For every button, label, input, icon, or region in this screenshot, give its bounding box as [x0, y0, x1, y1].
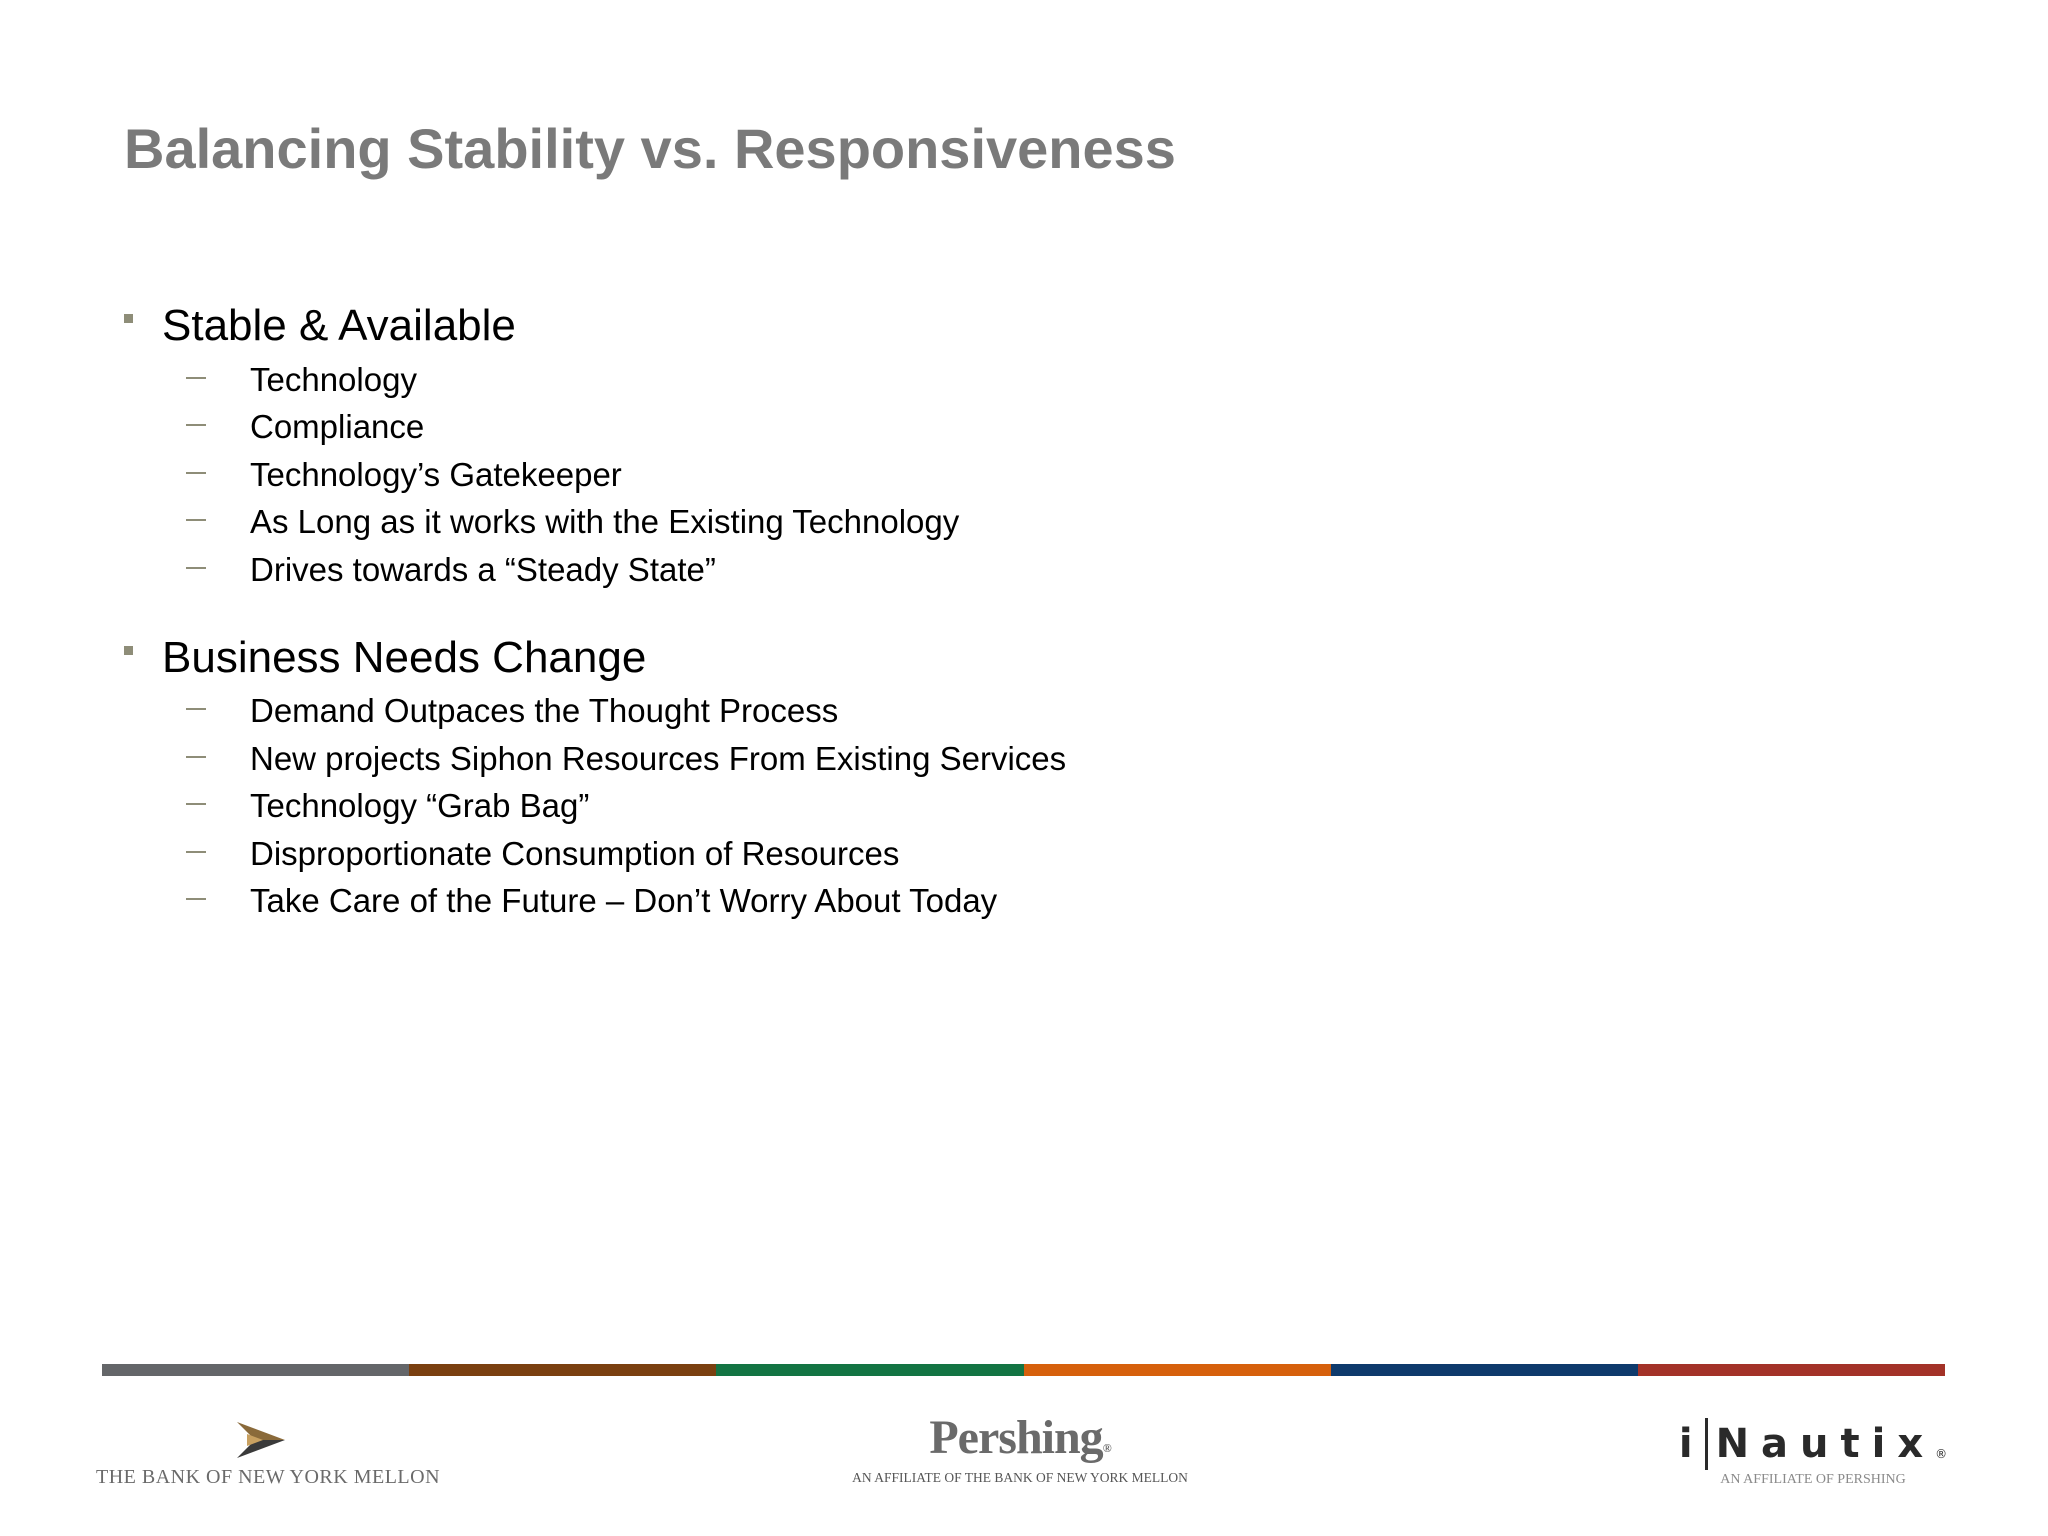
dash-bullet-icon: [186, 472, 206, 474]
bullet-section: [124, 296, 1824, 594]
inautix-logo: [1668, 1418, 1958, 1488]
square-bullet-icon: [124, 314, 133, 323]
dash-bullet-icon: [186, 708, 206, 710]
bny-mellon-logo: [96, 1420, 441, 1489]
square-bullet-icon: [124, 646, 133, 655]
bny-mellon-text: THE BANK OF NEW YORK MELLON: [96, 1466, 441, 1488]
sub-bullet-text: Technology: [250, 360, 417, 398]
stripe-segment: [102, 1364, 409, 1376]
dash-bullet-icon: [186, 851, 206, 853]
inautix-registered-mark: ®: [1935, 1447, 1948, 1461]
section-label: Stable & Available: [162, 301, 516, 350]
sub-bullet-item: [186, 783, 1824, 831]
sub-bullet-list: [124, 688, 1824, 926]
inautix-divider: [1705, 1418, 1708, 1470]
pershing-name: Pershing: [929, 1411, 1103, 1464]
bullet-content: [124, 296, 1824, 959]
dash-bullet-icon: [186, 377, 206, 379]
sub-bullet-item: [186, 451, 1824, 499]
inautix-wordmark: [1668, 1418, 1958, 1470]
dash-bullet-icon: [186, 756, 206, 758]
sub-bullet-text: Demand Outpaces the Thought Process: [250, 692, 839, 730]
sub-bullet-text: As Long as it works with the Existing Technology: [250, 503, 960, 541]
section-heading: [124, 296, 1824, 356]
sub-bullet-text: Compliance: [250, 408, 425, 446]
dash-bullet-icon: [186, 898, 206, 900]
sub-bullet-text: Technology “Grab Bag”: [250, 787, 590, 825]
slide-title: Balancing Stability vs. Responsiveness: [124, 117, 1176, 180]
inautix-name: Nautix: [1715, 1421, 1936, 1467]
sub-bullet-item: [186, 356, 1824, 404]
sub-bullet-item: [186, 499, 1824, 547]
sub-bullet-list: [124, 356, 1824, 594]
sub-bullet-item: [186, 404, 1824, 452]
pershing-wordmark: [850, 1412, 1190, 1464]
section-label: Business Needs Change: [162, 632, 647, 682]
sub-bullet-item: [186, 878, 1824, 926]
section-heading: [124, 628, 1824, 688]
bullet-section: [124, 628, 1824, 926]
dash-bullet-icon: [186, 519, 206, 521]
sub-bullet-text: Technology’s Gatekeeper: [250, 455, 622, 493]
bny-mellon-arrow-icon: [233, 1420, 289, 1460]
sub-bullet-text: Take Care of the Future – Don’t Worry About Today: [250, 882, 998, 920]
stripe-segment: [409, 1364, 716, 1376]
pershing-logo: [850, 1412, 1190, 1486]
sub-bullet-text: Drives towards a “Steady State”: [250, 550, 716, 588]
sub-bullet-item: [186, 830, 1824, 878]
inautix-i: i: [1678, 1421, 1705, 1467]
stripe-segment: [1331, 1364, 1638, 1376]
dash-bullet-icon: [186, 567, 206, 569]
dash-bullet-icon: [186, 424, 206, 426]
sub-bullet-item: [186, 735, 1824, 783]
stripe-segment: [1638, 1364, 1945, 1376]
pershing-registered-mark: ®: [1102, 1441, 1111, 1455]
stripe-segment: [1024, 1364, 1331, 1376]
sub-bullet-item: [186, 546, 1824, 594]
sub-bullet-item: [186, 688, 1824, 736]
sub-bullet-text: Disproportionate Consumption of Resources: [250, 834, 900, 872]
stripe-segment: [716, 1364, 1023, 1376]
pershing-tagline: AN AFFILIATE OF THE BANK OF NEW YORK MELLON: [852, 1470, 1188, 1485]
color-stripe: [102, 1364, 1945, 1376]
inautix-tagline: AN AFFILIATE OF PERSHING: [1720, 1472, 1906, 1487]
dash-bullet-icon: [186, 803, 206, 805]
sub-bullet-text: New projects Siphon Resources From Existing Services: [250, 739, 1067, 777]
